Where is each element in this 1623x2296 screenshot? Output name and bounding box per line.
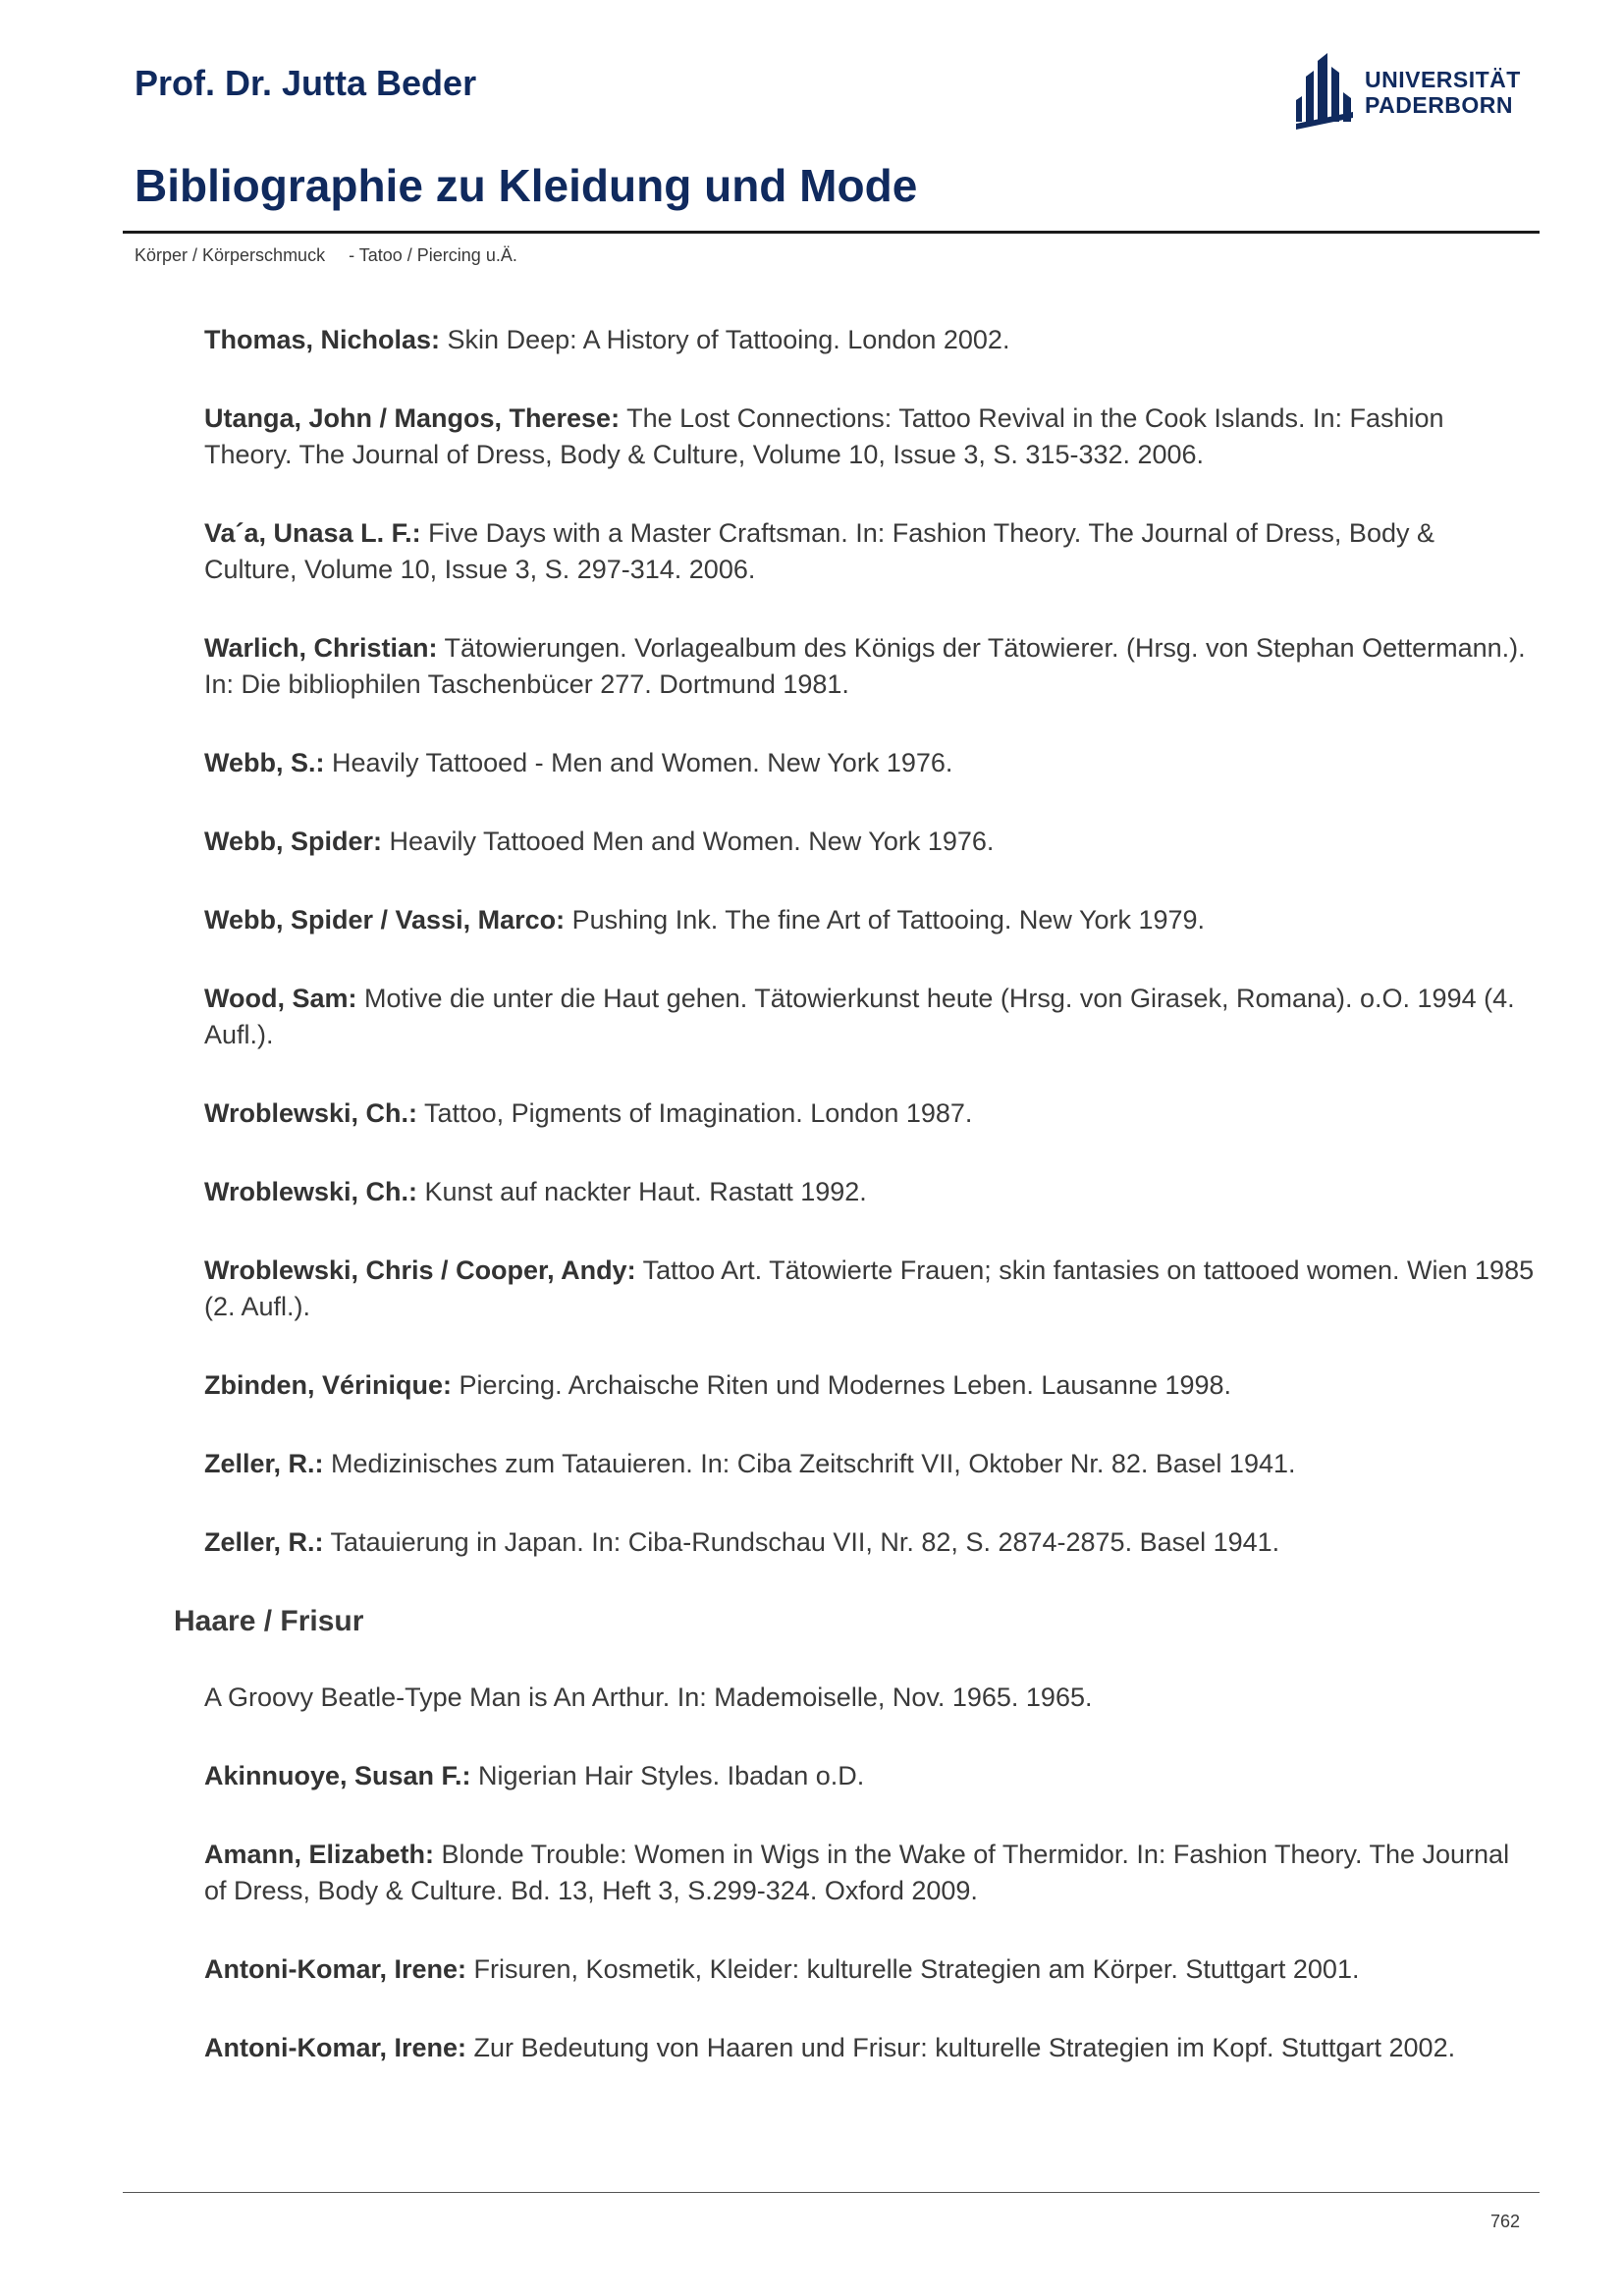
entry-author: Antoni-Komar, Irene: [204,1954,467,1984]
header-divider [123,231,1540,234]
breadcrumb [135,245,517,266]
bibliography-entry [204,1837,1535,1909]
entry-text: Frisuren, Kosmetik, Kleider: kulturelle Strategien am Körper. Stuttgart 2001. [466,1954,1360,1984]
bibliography-entry [204,1367,1535,1404]
entry-author: Wroblewski, Chris / Cooper, Andy: [204,1255,636,1285]
entry-text: Pushing Ink. The fine Art of Tattooing. New York 1979. [565,905,1206,934]
footer-divider [123,2192,1540,2193]
entry-author: Antoni-Komar, Irene: [204,2033,467,2062]
page-title: Bibliographie zu Kleidung und Mode [135,160,918,211]
entry-text: A Groovy Beatle-Type Man is An Arthur. In: Mademoiselle, Nov. 1965. 1965. [204,1682,1093,1712]
entry-text: Kunst auf nackter Haut. Rastatt 1992. [417,1177,867,1206]
bibliography-entry [204,902,1535,938]
entry-text: Heavily Tattooed Men and Women. New York 1976. [382,827,995,856]
entry-author: Thomas, Nicholas: [204,325,441,354]
entry-author: Amann, Elizabeth: [204,1840,435,1869]
bibliography-entry [204,400,1535,473]
entry-author: Zbinden, Vérinique: [204,1370,453,1400]
entry-author: Warlich, Christian: [204,633,438,663]
university-logo-icon [1294,53,1355,132]
entry-author: Akinnuoye, Susan F.: [204,1761,471,1790]
entry-text: Tattoo, Pigments of Imagination. London 1987. [417,1098,973,1128]
bibliography-entry [204,322,1535,358]
entry-author: Wroblewski, Ch.: [204,1098,418,1128]
entry-text: Nigerian Hair Styles. Ibadan o.D. [470,1761,865,1790]
bibliography-entry [204,1095,1535,1132]
entry-author: Zeller, R.: [204,1527,324,1557]
entry-text: The Lost Connections: Tattoo Revival in the Cook Islands. In: Fashion Theory. The Journal of Dress, Body & Culture, Volume 10, Issue 3, S. 315-332. 2006. [204,403,1444,469]
entry-text: Heavily Tattooed - Men and Women. New York 1976. [324,748,953,777]
entry-text: Motive die unter die Haut gehen. Tätowierkunst heute (Hrsg. von Girasek, Romana). o.O. 1994 (4. Aufl.). [204,984,1515,1049]
entry-text: Piercing. Archaische Riten und Modernes Leben. Lausanne 1998. [452,1370,1232,1400]
logo-wordmark [1365,67,1521,118]
section-heading: Haare / Frisur [174,1605,364,1637]
breadcrumb-part-2: - Tatoo / Piercing u.Ä. [349,245,517,265]
entry-author: Utanga, John / Mangos, Therese: [204,403,621,433]
entry-text: Tattoo Art. Tätowierte Frauen; skin fantasies on tattooed women. Wien 1985 (2. Aufl.). [204,1255,1535,1321]
bibliography-entry [204,630,1535,703]
entry-author: Wroblewski, Ch.: [204,1177,418,1206]
entry-text: Blonde Trouble: Women in Wigs in the Wake of Thermidor. In: Fashion Theory. The Journal of Dress, Body & Culture. Bd. 13, Heft 3, S.299-324. Oxford 2009. [204,1840,1510,1905]
logo-line-1: UNIVERSITÄT [1365,67,1521,92]
entry-text: Tatauierung in Japan. In: Ciba-Rundschau VII, Nr. 82, S. 2874-2875. Basel 1941. [323,1527,1280,1557]
logo-line-2: PADERBORN [1365,92,1514,118]
entry-text: Five Days with a Master Craftsman. In: Fashion Theory. The Journal of Dress, Body & Culture, Volume 10, Issue 3, S. 297-314. 2006. [204,518,1434,584]
entry-author: Webb, Spider / Vassi, Marco: [204,905,566,934]
bibliography-entry [204,1951,1535,1988]
university-logo [1294,51,1521,133]
bibliography-entry [204,1446,1535,1482]
bibliography-entry [204,1680,1535,1716]
bibliography-entry [204,515,1535,588]
breadcrumb-part-1: Körper / Körperschmuck [135,245,326,265]
bibliography-entry [204,1758,1535,1794]
entry-author: Zeller, R.: [204,1449,324,1478]
entry-author: Va´a, Unasa L. F.: [204,518,421,548]
bibliography-entry [204,2030,1535,2066]
bibliography-entry [204,745,1535,781]
bibliography-entry [204,1174,1535,1210]
bibliography-entry [204,1253,1535,1325]
entry-author: Webb, Spider: [204,827,383,856]
page-author: Prof. Dr. Jutta Beder [135,63,477,103]
bibliography-entry [204,1524,1535,1561]
entry-author: Wood, Sam: [204,984,357,1013]
bibliography-entry [204,981,1535,1053]
entry-text: Skin Deep: A History of Tattooing. London 2002. [440,325,1010,354]
bibliography-list [174,322,1535,2109]
entry-author: Webb, S.: [204,748,325,777]
bibliography-entry [204,824,1535,860]
entry-text: Medizinisches zum Tatauieren. In: Ciba Zeitschrift VII, Oktober Nr. 82. Basel 1941. [323,1449,1296,1478]
entry-text: Zur Bedeutung von Haaren und Frisur: kulturelle Strategien im Kopf. Stuttgart 2002. [466,2033,1456,2062]
page-number: 762 [1490,2212,1521,2231]
entry-text: Tätowierungen. Vorlagealbum des Königs der Tätowierer. (Hrsg. von Stephan Oettermann.). In: Die bibliophilen Taschenbücer 277. Dortmund 1981. [204,633,1526,699]
